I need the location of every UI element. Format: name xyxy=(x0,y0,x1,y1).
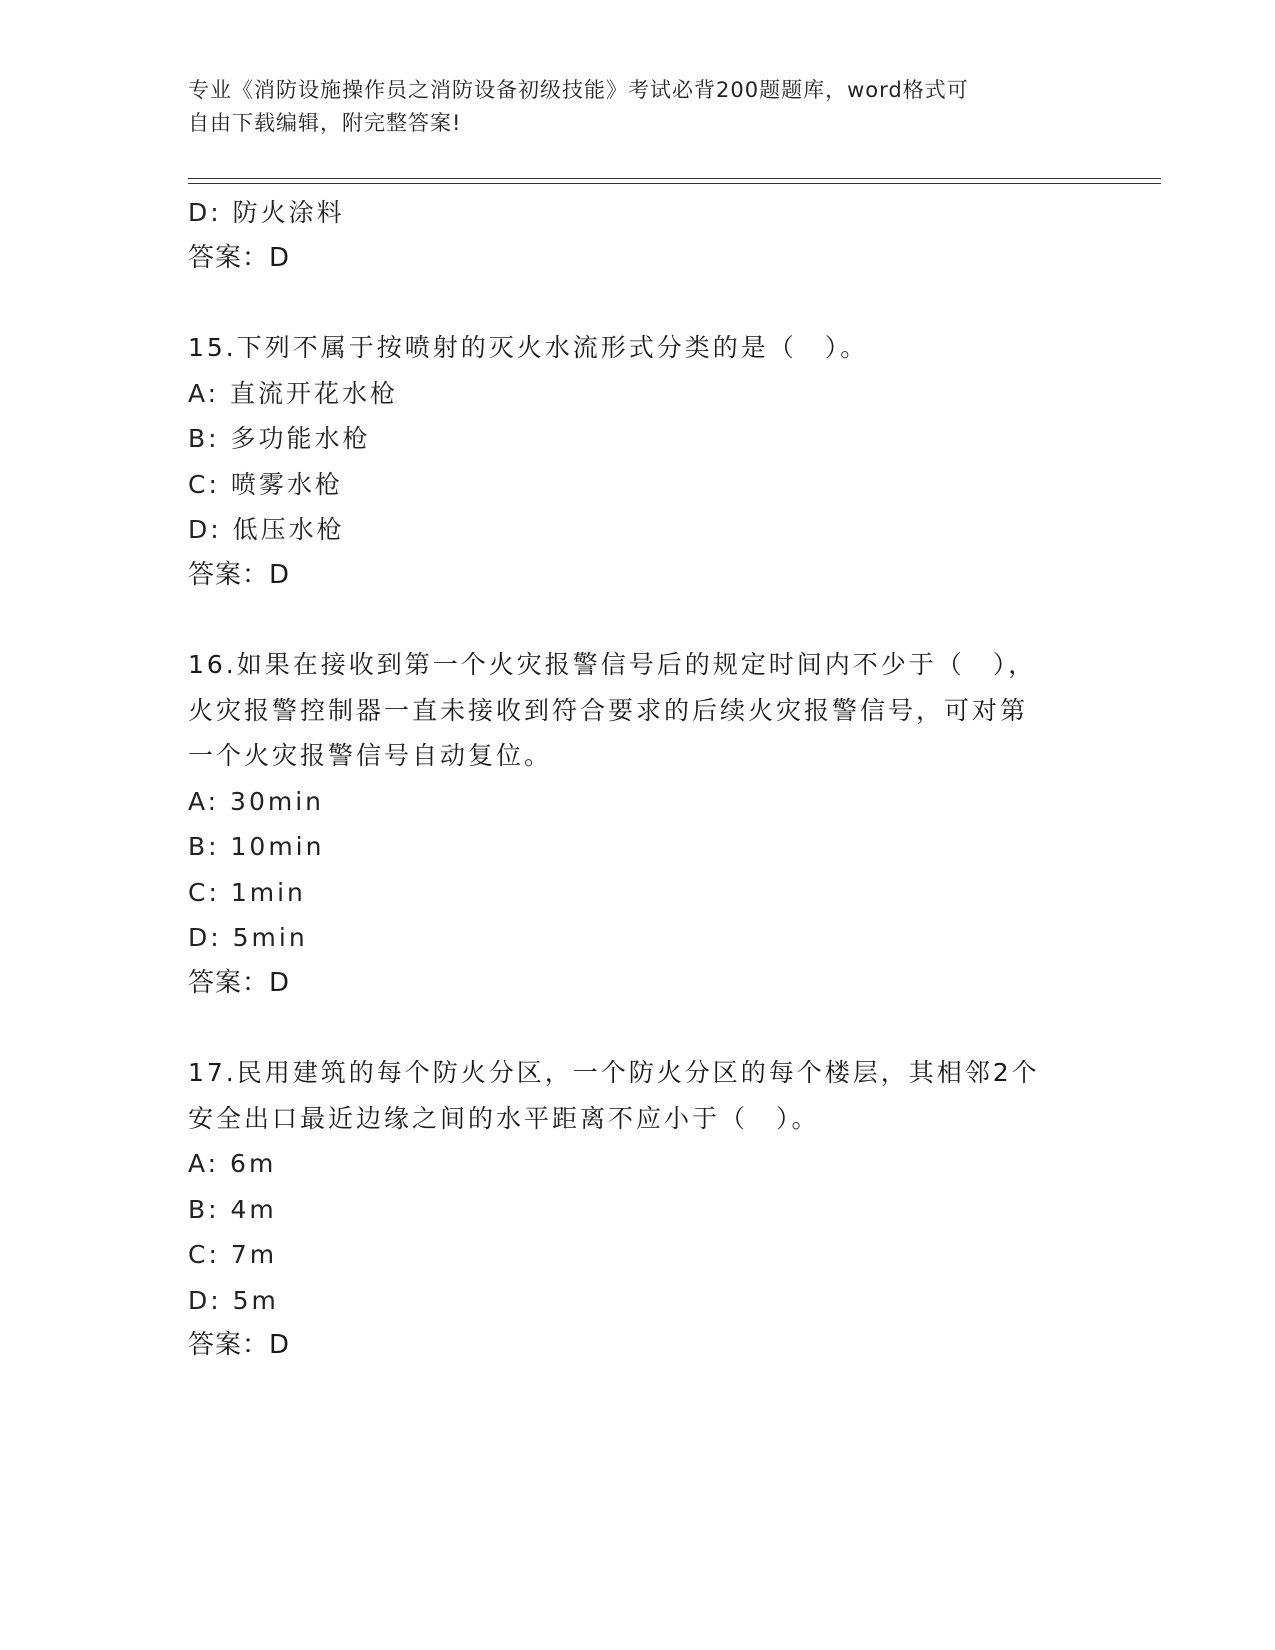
question-15-option-d: D: 低压水枪 xyxy=(188,515,345,544)
header-line-2: 自由下载编辑，附完整答案! xyxy=(188,111,462,135)
question-16-option-a: A: 30min xyxy=(188,786,324,816)
question-16 xyxy=(188,642,1088,1006)
question-17-answer: 答案：D xyxy=(188,1330,291,1360)
question-15-text: 15.下列不属于按喷射的灭火水流形式分类的是（ ）。 xyxy=(188,333,869,362)
spacer xyxy=(188,598,1088,642)
question-15-option-a: A: 直流开花水枪 xyxy=(188,378,399,408)
prev-answer: 答案：D xyxy=(188,242,291,273)
question-17-text-line-2: 安全出口最近边缘之间的水平距离不应小于（ ）。 xyxy=(188,1103,820,1133)
spacer xyxy=(188,281,1088,325)
document-header xyxy=(188,74,1088,140)
spacer xyxy=(188,1006,1088,1050)
question-16-text-line-1: 16.如果在接收到第一个火灾报警信号后的规定时间内不少于（ ）， xyxy=(188,650,1037,679)
question-16-option-b: B: 10min xyxy=(188,832,325,861)
question-16-text-line-3: 一个火灾报警信号自动复位。 xyxy=(188,741,553,770)
header-divider-bottom xyxy=(188,183,1161,184)
question-16-option-c: C: 1min xyxy=(188,877,306,907)
question-list xyxy=(188,190,1088,1369)
question-17-option-a: A: 6m xyxy=(188,1149,277,1178)
question-15-option-b: B: 多功能水枪 xyxy=(188,424,371,453)
question-15 xyxy=(188,325,1088,598)
header-line-1: 专业《消防设施操作员之消防设备初级技能》考试必背200题题库，word格式可 xyxy=(188,78,969,102)
question-15-option-c: C: 喷雾水枪 xyxy=(188,469,343,499)
question-16-option-d: D: 5min xyxy=(188,923,308,952)
question-16-answer: 答案：D xyxy=(188,967,291,998)
prev-option-d: D: 防火涂料 xyxy=(188,198,345,227)
question-17-text-line-1: 17.民用建筑的每个防火分区，一个防火分区的每个楼层，其相邻2个 xyxy=(188,1058,1040,1087)
question-17 xyxy=(188,1050,1088,1369)
question-17-option-b: B: 4m xyxy=(188,1194,277,1224)
header-divider-top xyxy=(188,178,1161,179)
question-15-answer: 答案：D xyxy=(188,559,291,590)
question-17-option-c: C: 7m xyxy=(188,1240,278,1269)
question-16-text-line-2: 火灾报警控制器一直未接收到符合要求的后续火灾报警信号，可对第 xyxy=(188,695,1029,725)
question-17-option-d: D: 5m xyxy=(188,1285,279,1315)
